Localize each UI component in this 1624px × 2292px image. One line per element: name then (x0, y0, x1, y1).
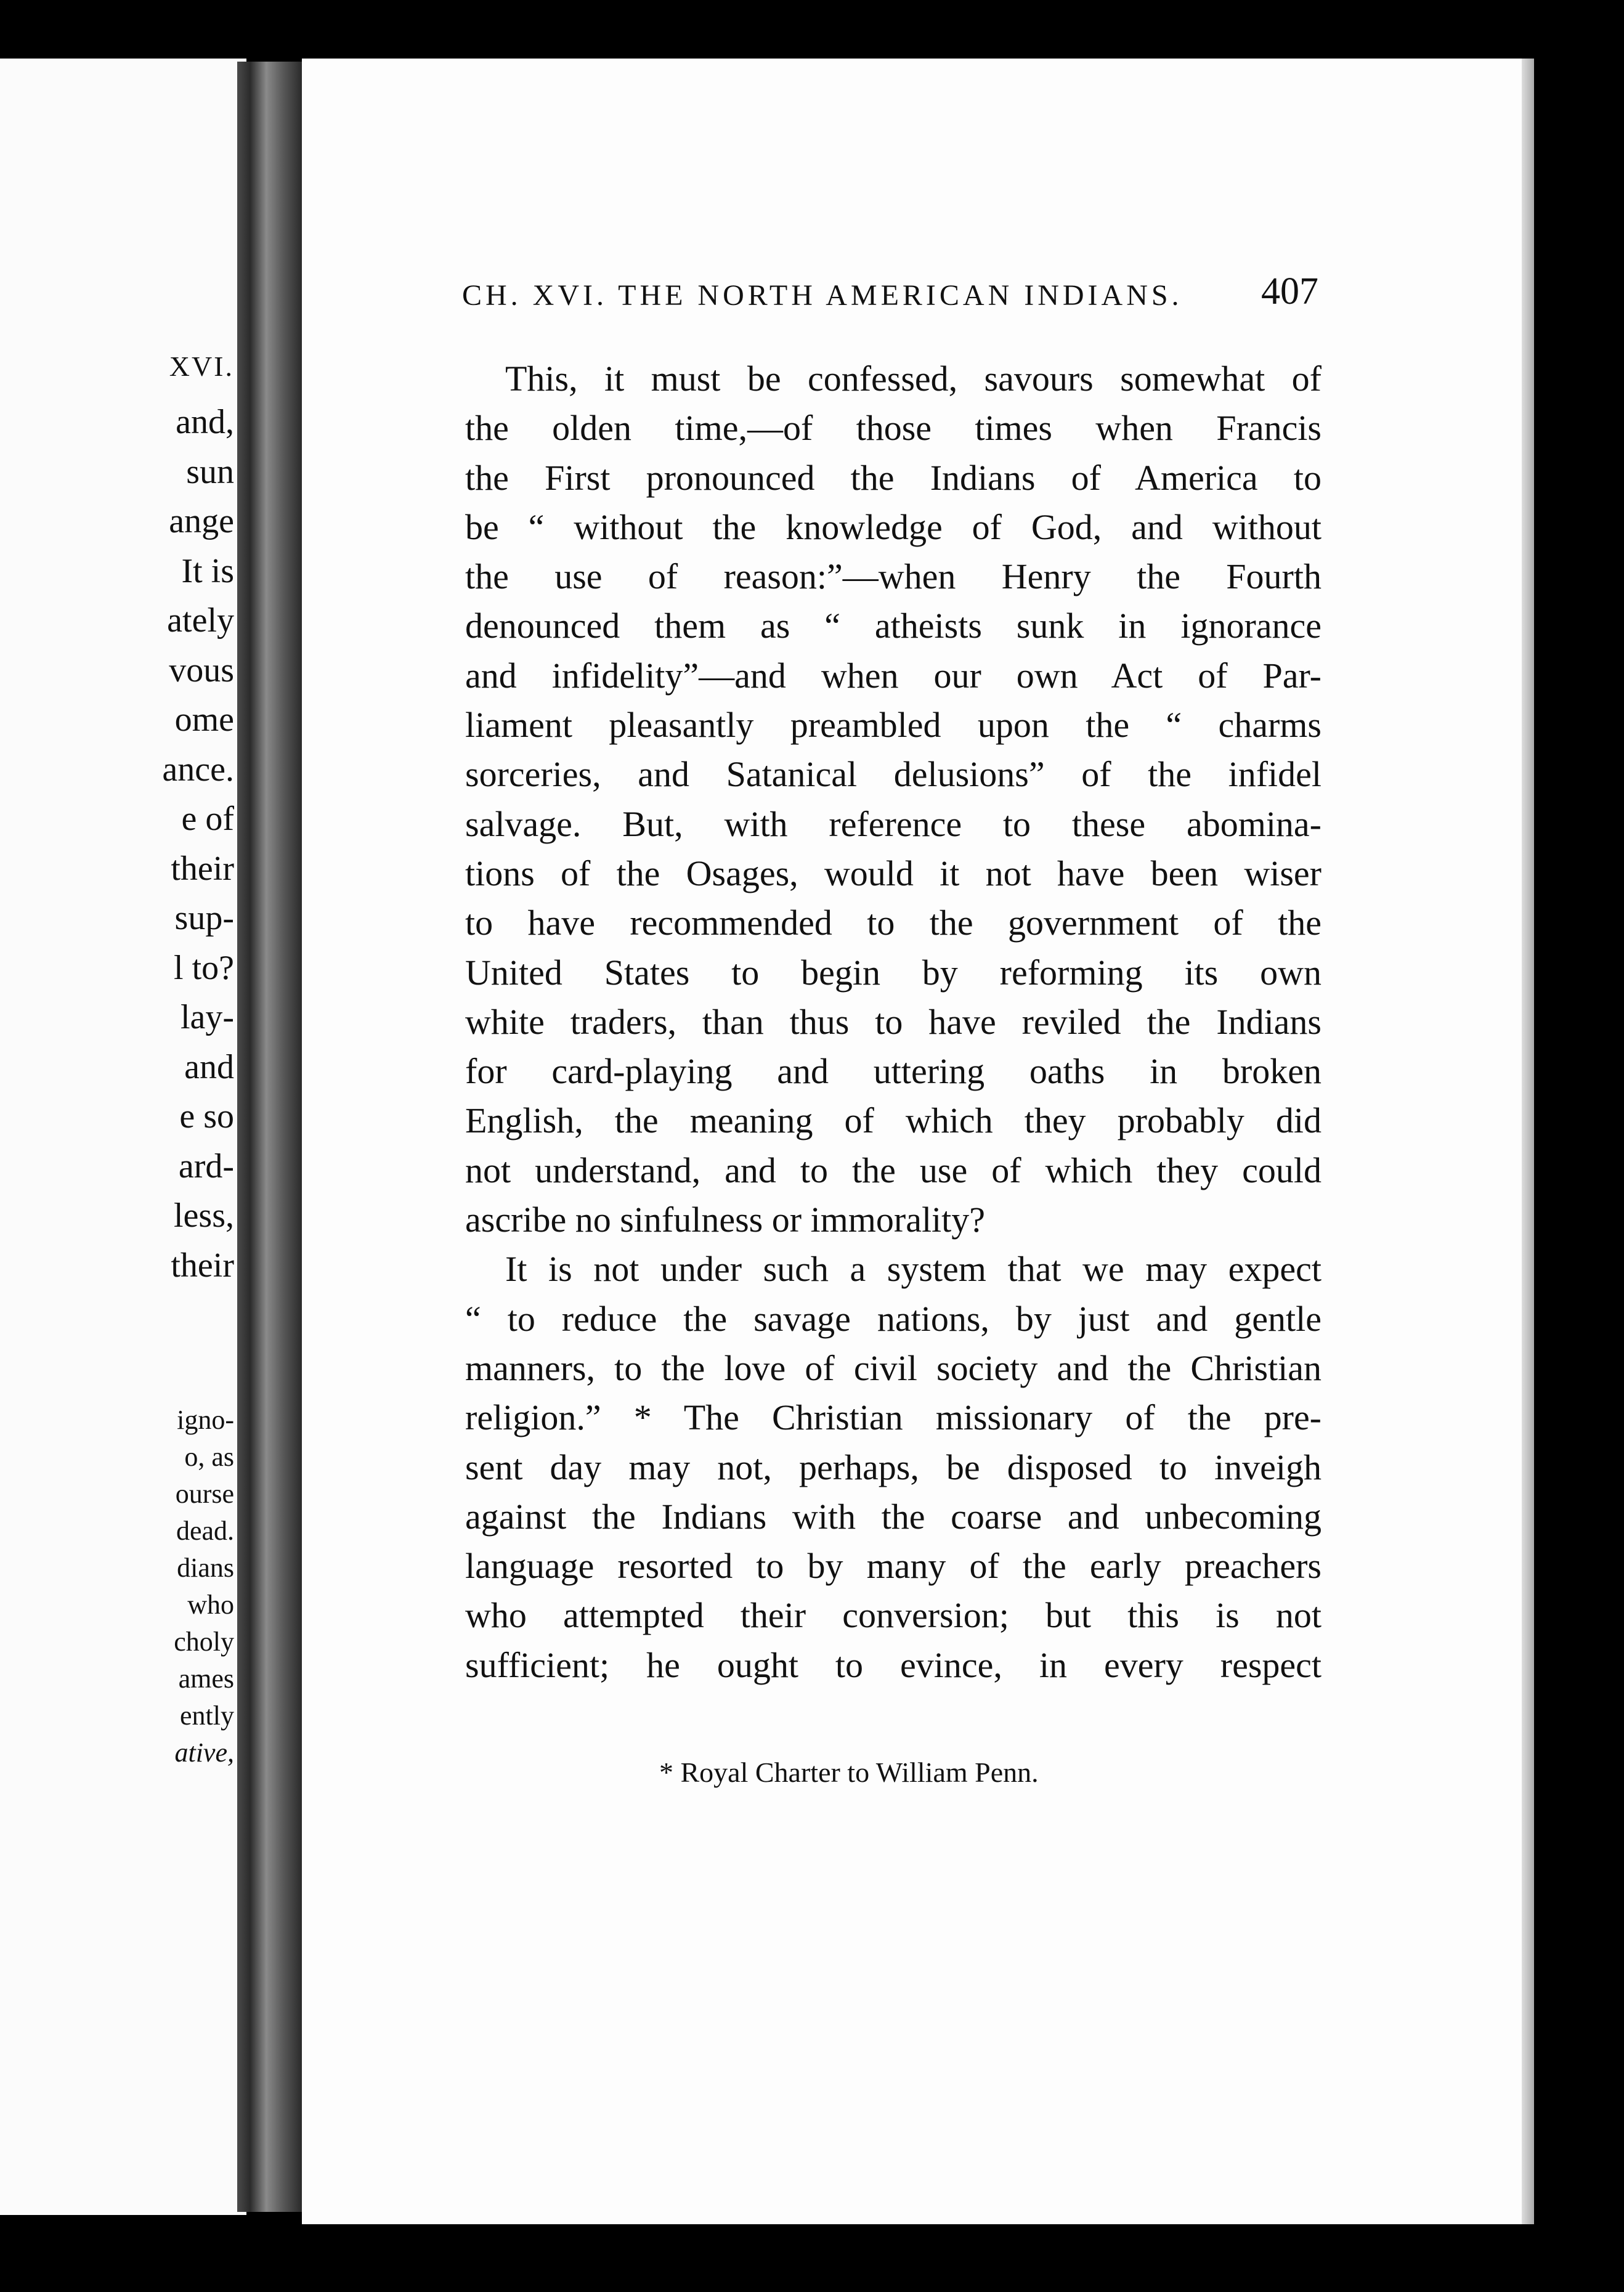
text-line: not understand, and to the use of which they could (465, 1150, 1322, 1190)
text-line: sent day may not, perhaps, be disposed to inveigh (465, 1447, 1322, 1487)
body-text (465, 354, 1322, 1690)
left-line-fragment: e of (181, 800, 234, 838)
text-line: This, it must be confessed, savours somewhat of (505, 359, 1322, 399)
left-line-fragment: It is (181, 551, 234, 590)
left-page (0, 59, 246, 2215)
page-number: 407 (1261, 270, 1318, 312)
text-line: language resorted to by many of the early preachers (465, 1546, 1322, 1587)
left-note-fragment: ative, (174, 1737, 234, 1768)
left-line-fragment: ange (169, 502, 234, 540)
text-line: salvage. But, with reference to these abomina- (465, 803, 1322, 844)
left-line-fragment: l to? (174, 948, 234, 987)
text-line: liament pleasantly preambled upon the “ charms (465, 705, 1322, 746)
text-line: to have recommended to the government of the (465, 903, 1322, 943)
text-line: against the Indians with the coarse and unbecoming (465, 1496, 1322, 1537)
left-note-fragment: choly (174, 1627, 234, 1657)
text-line: denounced them as “ atheists sunk in ignorance (465, 606, 1322, 646)
text-line: and infidelity”—and when our own Act of Par- (465, 655, 1322, 696)
text-line: sufficient; he ought to evince, in every respect (465, 1644, 1322, 1685)
left-note-fragment: dead. (176, 1516, 234, 1546)
left-note-fragment: igno- (177, 1405, 234, 1435)
running-head-title: CH. XVI. THE NORTH AMERICAN INDIANS. (462, 279, 1183, 312)
text-line: It is not under such a system that we may expect (505, 1249, 1322, 1290)
text-line: United States to begin by reforming its own (465, 952, 1322, 993)
left-note-fragment: dians (177, 1553, 234, 1583)
text-line: who attempted their conversion; but this is not (465, 1595, 1322, 1636)
text-line: for card-playing and uttering oaths in broken (465, 1051, 1322, 1092)
left-line-fragment: their (171, 849, 234, 888)
text-line: English, the meaning of which they probably did (465, 1100, 1322, 1141)
left-note-fragment: ourse (175, 1479, 234, 1509)
text-line: be “ without the knowledge of God, and without (465, 506, 1322, 547)
text-line: ascribe no sinfulness or immorality? (465, 1200, 986, 1240)
left-line-fragment: less, (174, 1197, 234, 1235)
running-head (462, 270, 1318, 319)
left-line-fragment: their (171, 1246, 234, 1285)
page-edge (1522, 59, 1534, 2224)
left-line-fragment: ately (167, 601, 234, 640)
left-line-fragment: and, (176, 403, 234, 441)
book-gutter (237, 62, 302, 2212)
text-line: white traders, than thus to have reviled the Indians (465, 1001, 1322, 1042)
left-line-fragment: sun (186, 452, 234, 491)
left-line-fragment: ard- (178, 1147, 234, 1185)
left-line-fragment: e so (179, 1097, 234, 1136)
left-line-fragment: and (184, 1047, 234, 1086)
text-line: the First pronounced the Indians of America to (465, 457, 1322, 498)
left-note-fragment: ames (178, 1664, 234, 1694)
left-page-footnote-fragments (0, 1402, 234, 1771)
left-note-fragment: o, as (184, 1442, 234, 1472)
left-page-text-fragments (0, 348, 234, 1290)
left-line-fragment: vous (169, 651, 234, 689)
left-note-fragment: ently (180, 1701, 234, 1731)
text-line: manners, to the love of civil society and the Christian (465, 1347, 1322, 1388)
text-line: sorceries, and Satanical delusions” of the infidel (465, 754, 1322, 795)
text-line: tions of the Osages, would it not have been wiser (465, 853, 1322, 893)
left-line-fragment: lay- (180, 998, 234, 1036)
left-line-fragment: ance. (162, 750, 234, 789)
text-line: “ to reduce the savage nations, by just and gentle (465, 1298, 1322, 1339)
left-line-fragment: ome (174, 701, 234, 739)
text-line: the olden time,—of those times when Francis (465, 408, 1322, 449)
text-line: the use of reason:”—when Henry the Fourth (465, 556, 1322, 597)
left-note-fragment: who (187, 1590, 234, 1620)
left-running-head: XVI. (169, 351, 234, 382)
footnote: * Royal Charter to William Penn. (659, 1757, 1039, 1788)
left-line-fragment: sup- (174, 899, 234, 937)
text-line: religion.” * The Christian missionary of the pre- (465, 1397, 1322, 1438)
